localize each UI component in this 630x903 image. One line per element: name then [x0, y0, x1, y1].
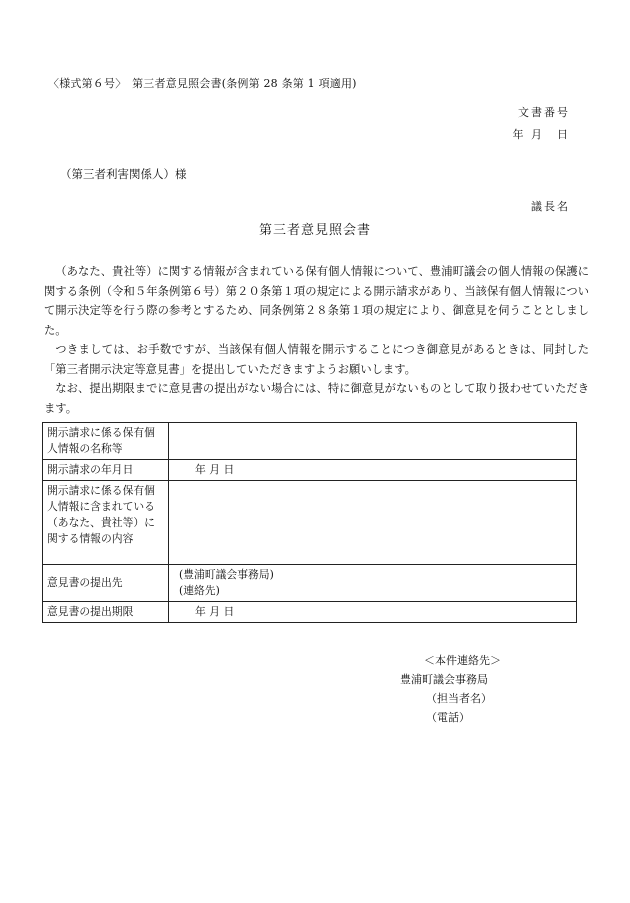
row-value-request-date: 年 月 日 [169, 460, 577, 481]
submit-to-contact: (連絡先) [179, 584, 220, 597]
document-date: 年 月 日 [512, 128, 570, 141]
row-label-info-content: 開示請求に係る保有個人情報に含まれている（あなた、貴社等）に関する情報の内容 [43, 481, 169, 565]
body-paragraph-3: なお、提出期限までに意見書の提出がない場合には、特に御意見がないものとして取り扱わせていただきます。 [44, 382, 589, 415]
contact-heading: ＜本件連絡先＞ [424, 654, 501, 667]
form-number: 〈様式第６号〉 第三者意見照会書(条例第 28 条第 1 項適用) [48, 77, 357, 90]
table-row [43, 481, 577, 565]
row-label-info-name: 開示請求に係る保有個人情報の名称等 [43, 423, 169, 460]
table-row [43, 460, 577, 481]
document-title: 第三者意見照会書 [258, 223, 371, 238]
contact-person: （担当者名） [426, 692, 492, 705]
row-label-deadline: 意見書の提出期限 [43, 602, 169, 623]
table-row [43, 602, 577, 623]
body-paragraph-2: つきましては、お手数ですが、当該保有個人情報を開示することにつき御意見があるときは、同封した「第三者開示決定等意見書」を提出していただきますようお願いします。 [44, 343, 589, 376]
contact-block [400, 651, 501, 727]
row-label-submit-to: 意見書の提出先 [43, 565, 169, 602]
info-table [42, 422, 577, 623]
row-label-request-date: 開示請求の年月日 [43, 460, 169, 481]
row-value-deadline: 年 月 日 [169, 602, 577, 623]
row-value-submit-to [169, 565, 577, 602]
table-row [43, 423, 577, 460]
addressee: （第三者利害関係人）様 [60, 167, 187, 181]
submit-to-office: (豊浦町議会事務局) [179, 568, 274, 581]
contact-phone: （電話） [426, 711, 470, 724]
contact-office: 豊浦町議会事務局 [400, 673, 488, 686]
body-paragraph-1: （あなた、貴社等）に関する情報が含まれている保有個人情報について、豊浦町議会の個人情報の保護に関する条例（令和５年条例第６号）第２０条第１項の規定による開示請求があり、当該保有個人情報について開示決定等を行う際の参考とするため、同条例第２８条第１項の規定により、御意見を伺うこととしました。 [44, 265, 589, 337]
document-number: 文書番号 [518, 106, 570, 119]
row-value-info-name [169, 423, 577, 460]
table-row [43, 565, 577, 602]
sender-name: 議長名 [531, 200, 570, 213]
row-value-info-content [169, 481, 577, 565]
body-text [44, 262, 589, 418]
